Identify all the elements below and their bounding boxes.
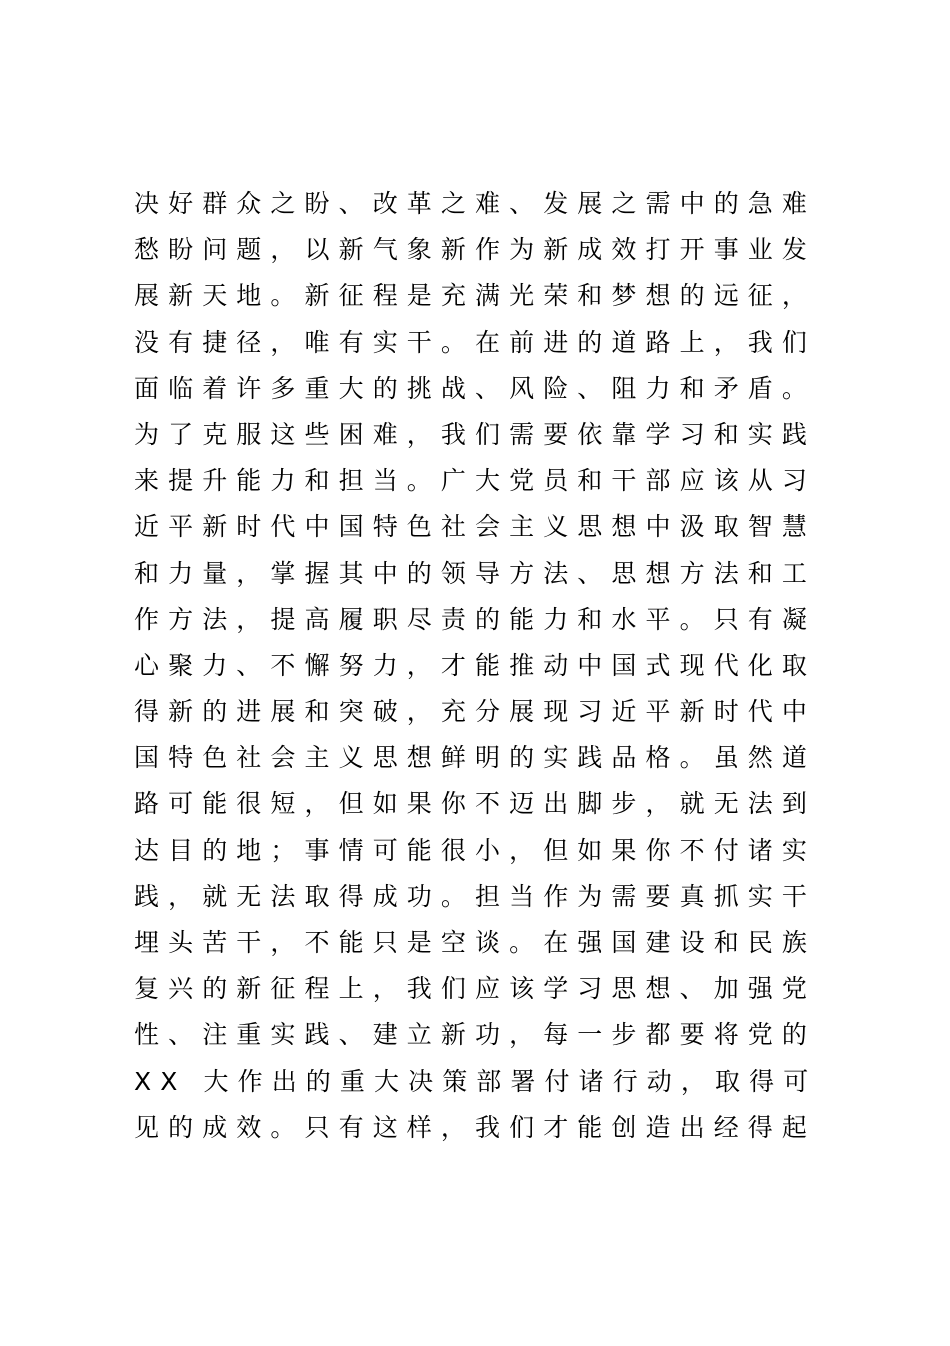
text-line: 作方法，提高履职尽责的能力和水平。只有凝 <box>134 604 817 634</box>
text-line: 面临着许多重大的挑战、风险、阻力和矛盾。 <box>134 373 817 403</box>
text-line: 见的成效。只有这样，我们才能创造出经得起 <box>134 1112 817 1142</box>
text-line: 埋头苦干，不能只是空谈。在强国建设和民族 <box>134 928 817 957</box>
text-line: 来提升能力和担当。广大党员和干部应该从习 <box>134 466 817 496</box>
text-line: 复兴的新征程上，我们应该学习思想、加强党 <box>134 974 817 1004</box>
text-line: 得新的进展和突破，充分展现习近平新时代中 <box>134 697 817 727</box>
text-line: 心聚力、不懈努力，才能推动中国式现代化取 <box>134 650 817 680</box>
text-line: 达目的地；事情可能很小，但如果你不付诸实 <box>134 835 817 865</box>
text-line: 和力量，掌握其中的领导方法、思想方法和工 <box>134 558 817 588</box>
text-line: 国特色社会主义思想鲜明的实践品格。虽然道 <box>134 743 817 773</box>
text-line: 性、注重实践、建立新功，每一步都要将党的 <box>134 1020 817 1050</box>
text-line: 践，就无法取得成功。担当作为需要真抓实干 <box>134 881 817 911</box>
text-line: 没有捷径，唯有实干。在前进的道路上，我们 <box>134 327 817 357</box>
text-line: 路可能很短，但如果你不迈出脚步，就无法到 <box>134 789 817 819</box>
text-line: 展新天地。新征程是充满光荣和梦想的远征， <box>134 281 817 311</box>
body-paragraph <box>134 181 824 1151</box>
text-line: 近平新时代中国特色社会主义思想中汲取智慧 <box>134 512 817 542</box>
text-line: 决好群众之盼、改革之难、发展之需中的急难 <box>134 189 817 218</box>
text-line: 为了克服这些困难，我们需要依靠学习和实践 <box>134 419 817 449</box>
text-line: 愁盼问题，以新气象新作为新成效打开事业发 <box>134 235 817 265</box>
text-line: XX 大作出的重大决策部署付诸行动，取得可 <box>134 1066 818 1096</box>
